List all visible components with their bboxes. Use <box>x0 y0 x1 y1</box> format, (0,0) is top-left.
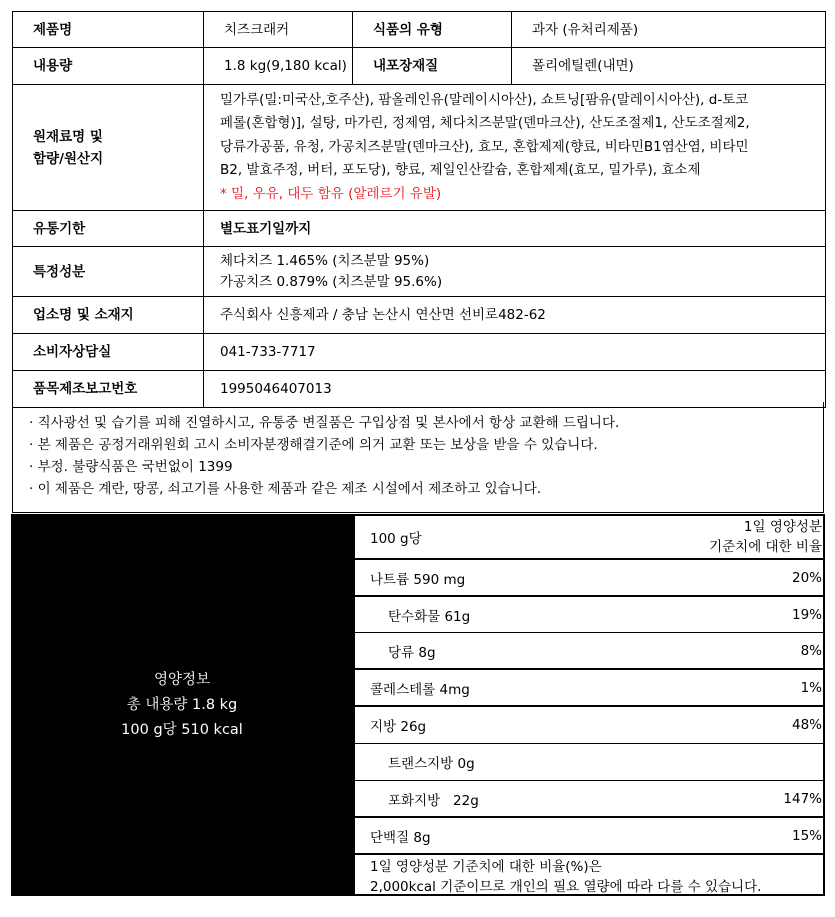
value-expiry: 별도표기일까지 <box>204 211 826 247</box>
header-right-line1: 1일 영양성분 <box>743 519 822 535</box>
value-content-amount: 1.8 kg(9,180 kcal) <box>204 48 353 85</box>
allergy-warning: * 밀, 우유, 대두 함유 (알레르기 유발) <box>220 185 442 202</box>
label-expiry: 유통기한 <box>13 211 204 247</box>
value-consumer-center: 041-733-7717 <box>204 334 826 371</box>
nutrient-pct: 147% <box>783 790 822 807</box>
nutrition-row-protein <box>355 818 823 855</box>
nutrition-header-row <box>355 516 823 560</box>
nutrient-name: 당류 8g <box>388 644 436 661</box>
nutrition-row-sodium <box>355 560 823 597</box>
nutrient-name: 나트륨 590 mg <box>370 571 466 588</box>
label-ingredients <box>13 85 204 211</box>
nutrition-row-saturated-fat <box>355 781 823 818</box>
ingredients-line: 밀가루(밀:미국산,호주산), 팜올레인유(말레이시아산), 쇼트닝[팜유(말레이시아산), d-토코 <box>220 91 749 108</box>
footnote-line1: 1일 영양성분 기준치에 대한 비율(%)은 <box>370 859 602 875</box>
header-right-line2: 기준치에 대한 비율 <box>709 539 822 555</box>
notes-section <box>12 402 824 513</box>
ingredients-line: 당류가공품, 유청, 가공치즈분말(덴마크산), 효모, 혼합제제(향료, 비타민B1염산염, 비타민 <box>220 138 749 155</box>
row-ingredients <box>13 85 826 211</box>
nutrient-pct: 15% <box>791 827 822 844</box>
nutrient-pct: 1% <box>800 679 822 696</box>
nutrition-title: 영양정보 <box>153 671 211 688</box>
row-content-amount <box>13 48 826 85</box>
nutrition-row-carbs <box>355 597 823 633</box>
nutrition-header-left: 100 g당 <box>370 531 422 547</box>
row-expiry <box>13 211 826 247</box>
nutrition-row-trans-fat <box>355 744 823 781</box>
nutrition-row-cholesterol <box>355 670 823 707</box>
note-item: · 이 제품은 계란, 땅콩, 쇠고기를 사용한 제품과 같은 제조 시설에서 제조하고 있습니다. <box>29 481 542 497</box>
value-ingredients <box>204 85 826 211</box>
label-ingredients-line2: 함량/원산지 <box>33 150 104 167</box>
row-manufacturer <box>13 297 826 334</box>
label-content-amount: 내용량 <box>13 48 204 85</box>
nutrient-name: 지방 26g <box>370 719 427 735</box>
nutrition-summary-panel <box>11 514 353 896</box>
nutrient-pct: 8% <box>800 642 822 659</box>
nutrition-per100: 100 g당 510 kcal <box>121 721 243 738</box>
nutrient-name: 콜레스테롤 4mg <box>370 681 470 698</box>
nutrient-pct: 20% <box>791 569 822 586</box>
label-special-ingredients: 특정성분 <box>13 247 204 297</box>
ingredients-line: 페롤(혼합형)], 설탕, 마가린, 정제염, 체다치즈분말(덴마크산), 산도조절제1, 산도조절제2, <box>220 115 750 132</box>
nutrition-row-sugars <box>355 633 823 670</box>
product-info-table <box>12 11 826 408</box>
special-line-1: 체다치즈 1.465% (치즈분말 95%) <box>220 252 430 269</box>
row-special-ingredients <box>13 247 826 297</box>
nutrient-pct: 48% <box>791 717 822 733</box>
note-item: · 직사광선 및 습기를 피해 진열하시고, 유통중 변질품은 구입상점 및 본사에서 항상 교환해 드립니다. <box>29 415 620 431</box>
note-item: · 부정. 불량식품은 국번없이 1399 <box>29 459 233 475</box>
value-product-name: 치즈크래커 <box>204 12 353 48</box>
nutrition-total: 총 내용량 1.8 kg <box>126 696 238 713</box>
label-consumer-center: 소비자상담실 <box>13 334 204 371</box>
special-line-2: 가공치즈 0.879% (치즈분말 95.6%) <box>220 273 443 290</box>
note-item: · 본 제품은 공정거래위원회 고시 소비자분쟁해결기준에 의거 교환 또는 보상을 받을 수 있습니다. <box>29 437 598 453</box>
nutrition-row-fat <box>355 707 823 744</box>
label-packaging: 내포장재질 <box>353 48 512 85</box>
label-manufacturer: 업소명 및 소재지 <box>13 297 204 334</box>
label-product-name: 제품명 <box>13 12 204 48</box>
ingredients-line: B2, 발효주정, 버터, 포도당), 향료, 제일인산칼슘, 혼합제제(효모, 밀가루), 효소제 <box>220 162 701 179</box>
value-special-ingredients <box>204 247 826 297</box>
nutrient-pct: 19% <box>791 606 822 623</box>
row-product-name <box>13 12 826 48</box>
nutrition-footnote <box>355 855 823 897</box>
nutrition-header-right <box>709 517 823 557</box>
value-manufacturer: 주식회사 신흥제과 / 충남 논산시 연산면 선비로482-62 <box>204 297 826 334</box>
label-report-number: 품목제조보고번호 <box>13 371 204 408</box>
footnote-line2: 2,000kcal 기준이므로 개인의 필요 열량에 따라 다를 수 있습니다. <box>370 879 762 895</box>
nutrient-name: 탄수화물 61g <box>388 608 471 625</box>
row-consumer-center <box>13 334 826 371</box>
nutrient-name: 포화지방 22g <box>388 792 479 809</box>
nutrient-name: 트랜스지방 0g <box>388 756 475 772</box>
value-packaging: 폴리에틸렌(내면) <box>512 48 826 85</box>
value-report-number: 1995046407013 <box>204 371 826 408</box>
nutrition-table <box>353 514 825 896</box>
label-ingredients-line1: 원재료명 및 <box>33 128 103 145</box>
value-food-type: 과자 (유처리제품) <box>512 12 826 48</box>
nutrient-name: 단백질 8g <box>370 829 431 846</box>
label-food-type: 식품의 유형 <box>353 12 512 48</box>
